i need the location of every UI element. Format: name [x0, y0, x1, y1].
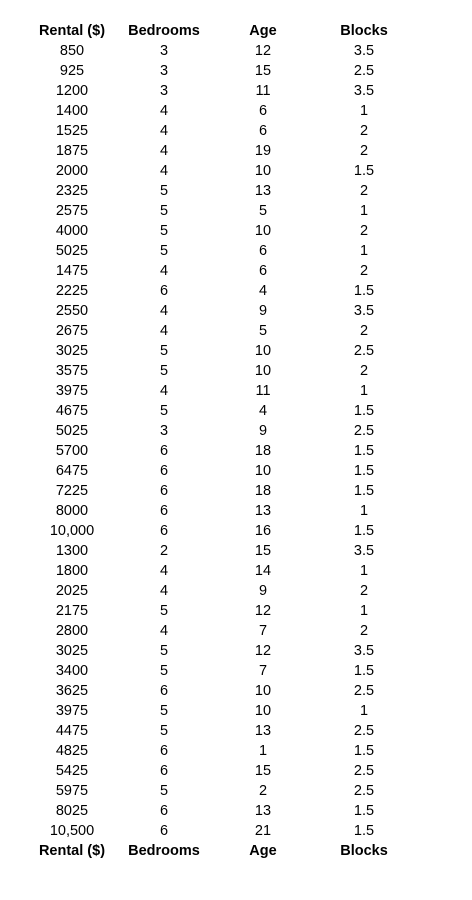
cell-age: 5: [258, 203, 268, 219]
table-row: [30, 161, 416, 181]
cell-bedrooms: 5: [159, 403, 169, 419]
table-row: [30, 601, 416, 621]
cell-blocks: 3.5: [353, 643, 375, 659]
table-row: [30, 61, 416, 81]
cell-rental: 1400: [55, 103, 89, 119]
cell-blocks: 1: [359, 383, 369, 399]
cell-bedrooms: 6: [159, 743, 169, 759]
header-age: Age: [249, 23, 277, 39]
cell-age: 2: [258, 783, 268, 799]
cell-blocks: 2: [359, 143, 369, 159]
cell-rental: 3625: [55, 683, 89, 699]
cell-blocks: 2: [359, 223, 369, 239]
table-header-row: [30, 21, 416, 41]
cell-blocks: 2.5: [353, 763, 375, 779]
table-row: [30, 661, 416, 681]
cell-rental: 4000: [55, 223, 89, 239]
cell-rental: 2575: [55, 203, 89, 219]
table-row: [30, 801, 416, 821]
cell-age: 15: [254, 63, 272, 79]
cell-age: 5: [258, 323, 268, 339]
table-row: [30, 581, 416, 601]
cell-blocks: 2: [359, 623, 369, 639]
cell-bedrooms: 4: [159, 563, 169, 579]
table-body: [30, 41, 416, 841]
cell-bedrooms: 5: [159, 663, 169, 679]
cell-bedrooms: 5: [159, 343, 169, 359]
table-row: [30, 721, 416, 741]
cell-age: 16: [254, 523, 272, 539]
cell-blocks: 1.5: [353, 823, 375, 839]
cell-rental: 5425: [55, 763, 89, 779]
table-row: [30, 641, 416, 661]
cell-rental: 8025: [55, 803, 89, 819]
cell-bedrooms: 3: [159, 63, 169, 79]
cell-blocks: 1.5: [353, 663, 375, 679]
table-row: [30, 301, 416, 321]
table-row: [30, 481, 416, 501]
cell-rental: 2800: [55, 623, 89, 639]
cell-bedrooms: 4: [159, 323, 169, 339]
cell-blocks: 2.5: [353, 723, 375, 739]
cell-bedrooms: 5: [159, 603, 169, 619]
cell-bedrooms: 6: [159, 463, 169, 479]
cell-blocks: 1.5: [353, 163, 375, 179]
cell-age: 13: [254, 723, 272, 739]
cell-rental: 7225: [55, 483, 89, 499]
cell-bedrooms: 4: [159, 163, 169, 179]
cell-rental: 1300: [55, 543, 89, 559]
cell-age: 18: [254, 483, 272, 499]
cell-rental: 5025: [55, 243, 89, 259]
cell-blocks: 1: [359, 703, 369, 719]
table-row: [30, 181, 416, 201]
cell-bedrooms: 6: [159, 443, 169, 459]
cell-age: 18: [254, 443, 272, 459]
cell-bedrooms: 6: [159, 483, 169, 499]
footer-blocks: Blocks: [340, 843, 388, 859]
cell-age: 13: [254, 183, 272, 199]
cell-age: 10: [254, 163, 272, 179]
cell-bedrooms: 4: [159, 383, 169, 399]
table-row: [30, 761, 416, 781]
cell-rental: 4475: [55, 723, 89, 739]
cell-age: 13: [254, 503, 272, 519]
cell-bedrooms: 2: [159, 543, 169, 559]
cell-blocks: 3.5: [353, 543, 375, 559]
table-row: [30, 381, 416, 401]
cell-age: 12: [254, 43, 272, 59]
cell-age: 9: [258, 583, 268, 599]
cell-bedrooms: 6: [159, 803, 169, 819]
cell-age: 6: [258, 123, 268, 139]
header-rental: Rental ($): [38, 23, 106, 39]
cell-bedrooms: 4: [159, 123, 169, 139]
cell-age: 4: [258, 403, 268, 419]
cell-age: 14: [254, 563, 272, 579]
header-bedrooms: Bedrooms: [128, 23, 200, 39]
cell-blocks: 1.5: [353, 443, 375, 459]
cell-rental: 1875: [55, 143, 89, 159]
table-row: [30, 401, 416, 421]
cell-blocks: 2.5: [353, 683, 375, 699]
cell-rental: 3975: [55, 383, 89, 399]
cell-bedrooms: 4: [159, 303, 169, 319]
cell-rental: 925: [59, 63, 85, 79]
table-row: [30, 261, 416, 281]
cell-age: 7: [258, 623, 268, 639]
cell-blocks: 2.5: [353, 783, 375, 799]
cell-bedrooms: 5: [159, 643, 169, 659]
cell-bedrooms: 3: [159, 423, 169, 439]
cell-rental: 5025: [55, 423, 89, 439]
footer-rental: Rental ($): [38, 843, 106, 859]
table-row: [30, 201, 416, 221]
cell-blocks: 2.5: [353, 343, 375, 359]
cell-blocks: 1: [359, 603, 369, 619]
table-row: [30, 241, 416, 261]
cell-blocks: 1: [359, 563, 369, 579]
cell-age: 12: [254, 643, 272, 659]
cell-age: 11: [255, 383, 271, 399]
cell-age: 10: [254, 363, 272, 379]
cell-rental: 2325: [55, 183, 89, 199]
table-row: [30, 141, 416, 161]
cell-age: 10: [254, 223, 272, 239]
cell-rental: 2025: [55, 583, 89, 599]
cell-blocks: 1.5: [353, 803, 375, 819]
cell-blocks: 2: [359, 363, 369, 379]
table-row: [30, 561, 416, 581]
cell-rental: 10,500: [49, 823, 95, 839]
cell-bedrooms: 4: [159, 623, 169, 639]
cell-age: 6: [258, 103, 268, 119]
cell-age: 10: [254, 343, 272, 359]
cell-bedrooms: 6: [159, 823, 169, 839]
cell-bedrooms: 4: [159, 583, 169, 599]
cell-age: 9: [258, 423, 268, 439]
cell-blocks: 2: [359, 583, 369, 599]
cell-blocks: 3.5: [353, 43, 375, 59]
cell-bedrooms: 5: [159, 243, 169, 259]
cell-rental: 4825: [55, 743, 89, 759]
cell-bedrooms: 4: [159, 263, 169, 279]
cell-age: 19: [254, 143, 272, 159]
cell-bedrooms: 5: [159, 203, 169, 219]
cell-blocks: 1.5: [353, 403, 375, 419]
rental-table: [30, 21, 416, 861]
cell-bedrooms: 5: [159, 723, 169, 739]
cell-bedrooms: 4: [159, 143, 169, 159]
cell-blocks: 2: [359, 183, 369, 199]
cell-rental: 2000: [55, 163, 89, 179]
cell-bedrooms: 5: [159, 183, 169, 199]
cell-age: 6: [258, 263, 268, 279]
cell-age: 21: [254, 823, 272, 839]
cell-rental: 2225: [55, 283, 89, 299]
table-row: [30, 421, 416, 441]
cell-blocks: 2: [359, 263, 369, 279]
cell-rental: 1800: [55, 563, 89, 579]
cell-bedrooms: 5: [159, 783, 169, 799]
cell-rental: 3400: [55, 663, 89, 679]
table-row: [30, 321, 416, 341]
cell-age: 12: [254, 603, 272, 619]
cell-rental: 1475: [55, 263, 89, 279]
cell-age: 4: [258, 283, 268, 299]
table-row: [30, 521, 416, 541]
table-row: [30, 341, 416, 361]
cell-rental: 3975: [55, 703, 89, 719]
table-row: [30, 461, 416, 481]
cell-bedrooms: 6: [159, 683, 169, 699]
cell-blocks: 1.5: [353, 483, 375, 499]
table-row: [30, 281, 416, 301]
cell-rental: 10,000: [49, 523, 95, 539]
table-row: [30, 441, 416, 461]
cell-blocks: 2: [359, 123, 369, 139]
cell-age: 11: [255, 83, 271, 99]
cell-age: 1: [258, 743, 268, 759]
cell-bedrooms: 6: [159, 283, 169, 299]
cell-rental: 2675: [55, 323, 89, 339]
cell-blocks: 1: [359, 503, 369, 519]
table-row: [30, 741, 416, 761]
cell-age: 15: [254, 543, 272, 559]
cell-bedrooms: 5: [159, 223, 169, 239]
cell-rental: 5700: [55, 443, 89, 459]
table-row: [30, 41, 416, 61]
cell-bedrooms: 3: [159, 83, 169, 99]
cell-bedrooms: 5: [159, 363, 169, 379]
table-row: [30, 221, 416, 241]
table-row: [30, 821, 416, 841]
cell-rental: 5975: [55, 783, 89, 799]
cell-blocks: 3.5: [353, 83, 375, 99]
cell-rental: 2550: [55, 303, 89, 319]
cell-rental: 3025: [55, 643, 89, 659]
cell-age: 13: [254, 803, 272, 819]
table-row: [30, 361, 416, 381]
table-row: [30, 621, 416, 641]
table-row: [30, 121, 416, 141]
cell-age: 10: [254, 703, 272, 719]
table-row: [30, 681, 416, 701]
cell-bedrooms: 6: [159, 763, 169, 779]
cell-age: 7: [258, 663, 268, 679]
cell-rental: 3575: [55, 363, 89, 379]
table-row: [30, 541, 416, 561]
table-footer-row: [30, 841, 416, 861]
cell-rental: 2175: [55, 603, 89, 619]
cell-bedrooms: 5: [159, 703, 169, 719]
cell-blocks: 2.5: [353, 423, 375, 439]
table-row: [30, 501, 416, 521]
cell-blocks: 2.5: [353, 63, 375, 79]
table-row: [30, 781, 416, 801]
cell-bedrooms: 4: [159, 103, 169, 119]
cell-age: 10: [254, 463, 272, 479]
cell-bedrooms: 6: [159, 503, 169, 519]
cell-rental: 1525: [55, 123, 89, 139]
cell-blocks: 3.5: [353, 303, 375, 319]
cell-blocks: 1.5: [353, 463, 375, 479]
cell-rental: 3025: [55, 343, 89, 359]
table-row: [30, 81, 416, 101]
cell-blocks: 1.5: [353, 283, 375, 299]
cell-age: 15: [254, 763, 272, 779]
cell-age: 6: [258, 243, 268, 259]
header-blocks: Blocks: [340, 23, 388, 39]
cell-bedrooms: 3: [159, 43, 169, 59]
cell-rental: 8000: [55, 503, 89, 519]
cell-rental: 6475: [55, 463, 89, 479]
cell-rental: 4675: [55, 403, 89, 419]
cell-rental: 1200: [55, 83, 89, 99]
footer-bedrooms: Bedrooms: [128, 843, 200, 859]
table-row: [30, 101, 416, 121]
cell-rental: 850: [59, 43, 85, 59]
cell-blocks: 2: [359, 323, 369, 339]
table-row: [30, 701, 416, 721]
cell-age: 10: [254, 683, 272, 699]
cell-blocks: 1: [359, 203, 369, 219]
cell-blocks: 1: [359, 103, 369, 119]
cell-bedrooms: 6: [159, 523, 169, 539]
cell-blocks: 1: [359, 243, 369, 259]
cell-age: 9: [258, 303, 268, 319]
footer-age: Age: [249, 843, 277, 859]
cell-blocks: 1.5: [353, 743, 375, 759]
cell-blocks: 1.5: [353, 523, 375, 539]
